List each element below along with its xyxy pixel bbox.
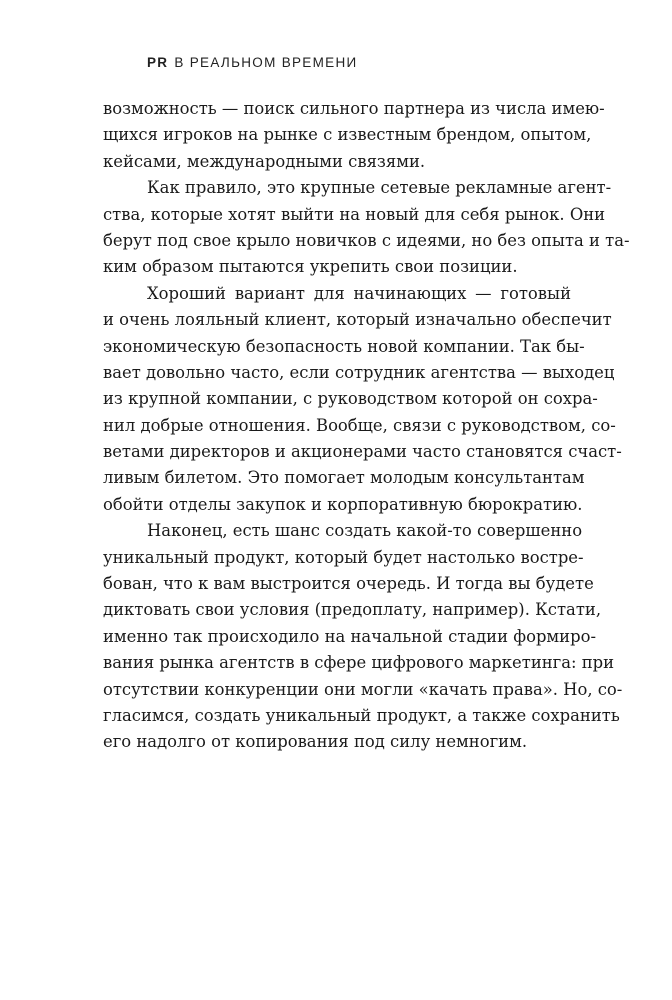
- text-line: Как правило, это крупные сетевые рекламные агент-: [147, 178, 612, 198]
- text-line: из крупной компании, с руководством которой он сохра-: [103, 389, 598, 409]
- text-line: его надолго от копирования под силу немногим.: [103, 732, 528, 752]
- paragraph: [103, 518, 623, 756]
- page-body: [103, 96, 630, 756]
- text-line: нил добрые отношения. Вообще, связи с руководством, со-: [103, 415, 616, 435]
- header-title: В РЕАЛЬНОМ ВРЕМЕНИ: [174, 55, 358, 70]
- text-line: вания рынка агентств в сфере цифрового маркетинга: при: [103, 653, 615, 673]
- text-line: обойти отделы закупок и корпоративную бюрократию.: [103, 494, 583, 514]
- text-line: экономическую безопасность новой компании. Так бы-: [103, 336, 585, 356]
- text-line: диктовать свои условия (предоплату, например). Кстати,: [103, 600, 602, 620]
- text-line: ства, которые хотят выйти на новый для себя рынок. Они: [103, 204, 606, 224]
- text-line: и очень лояльный клиент, который изначально обеспечит: [103, 310, 612, 330]
- text-line: отсутствии конкуренции они могли «качать права». Но, со-: [103, 679, 623, 699]
- text-line: гласимся, создать уникальный продукт, а также сохранить: [103, 705, 620, 725]
- text-line: вает довольно часто, если сотрудник агентства — выходец: [103, 362, 615, 382]
- paragraph: [103, 96, 605, 175]
- text-line: ливым билетом. Это помогает молодым консультантам: [103, 468, 585, 488]
- text-line: щихся игроков на рынке с известным брендом, опытом,: [103, 125, 592, 145]
- text-line: Наконец, есть шанс создать какой-то совершенно: [147, 521, 583, 541]
- text-line: ветами директоров и акционерами часто становятся счаст-: [103, 442, 622, 462]
- text-line: возможность — поиск сильного партнера из числа имею-: [103, 99, 605, 118]
- text-line: Хороший вариант для начинающих — готовый: [147, 283, 571, 303]
- text-line: кейсами, международными связями.: [103, 151, 426, 171]
- header-brand: PR: [147, 55, 169, 70]
- paragraph: [103, 281, 622, 519]
- text-line: берут под свое крыло новичков с идеями, но без опыта и та-: [103, 230, 630, 250]
- text-line: именно так происходило на начальной стадии формиро-: [103, 626, 597, 646]
- text-line: ким образом пытаются укрепить свои позиции.: [103, 257, 518, 277]
- running-header: [147, 55, 358, 70]
- paragraph: [103, 175, 630, 281]
- text-line: бован, что к вам выстроится очередь. И тогда вы будете: [103, 574, 594, 594]
- text-line: уникальный продукт, который будет настолько востре-: [103, 547, 584, 567]
